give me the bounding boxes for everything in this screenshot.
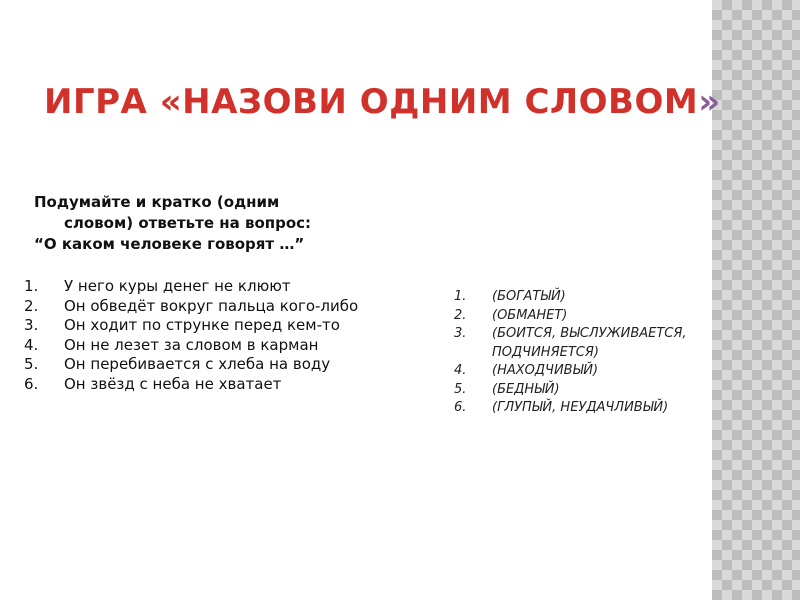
question-text: Он перебивается с хлеба на воду xyxy=(64,355,331,373)
answer-text: (БЕДНЫЙ) xyxy=(492,381,560,397)
answer-text: (БОГАТЫЙ) xyxy=(492,289,566,304)
intro-line-3: “О каком человеке говорят …” xyxy=(34,235,305,253)
question-number: 2. xyxy=(24,296,39,315)
answer-text: (НАХОДЧИВЫЙ) xyxy=(492,363,599,378)
intro-text xyxy=(34,192,394,255)
intro-line-1: Подумайте и кратко (одним xyxy=(34,193,280,211)
question-number: 5. xyxy=(24,355,39,373)
answer-text: (БОИТСЯ, ВЫСЛУЖИВАЕТСЯ, ПОДЧИНЯЕТСЯ) xyxy=(492,326,687,360)
list-item xyxy=(454,399,714,418)
list-item xyxy=(24,355,404,375)
decorative-checker-strip xyxy=(712,0,800,600)
slide-title xyxy=(44,82,721,122)
answer-number: 3. xyxy=(454,326,467,341)
question-text: Он не лезет за словом в карман xyxy=(64,335,319,354)
list-item xyxy=(454,307,714,326)
list-item xyxy=(24,277,404,297)
intro-line-2: словом) ответьте на вопрос: xyxy=(64,214,312,232)
list-item xyxy=(454,288,714,307)
answer-number: 5. xyxy=(454,381,467,397)
question-number: 4. xyxy=(24,335,39,354)
question-number: 3. xyxy=(24,316,39,334)
question-text: Он обведёт вокруг пальца кого-либо xyxy=(64,296,359,315)
questions-list xyxy=(24,277,404,394)
slide-title-main: ИГРА «НАЗОВИ ОДНИМ СЛОВОМ xyxy=(44,82,699,122)
answer-text: (ОБМАНЕТ) xyxy=(492,307,568,323)
question-number: 1. xyxy=(24,277,39,295)
answer-number: 6. xyxy=(454,400,467,415)
answer-number: 4. xyxy=(454,363,467,378)
list-item xyxy=(454,362,714,381)
list-item xyxy=(24,297,404,317)
question-text: У него куры денег не клюют xyxy=(64,277,291,295)
question-number: 6. xyxy=(24,374,39,393)
list-item xyxy=(454,381,714,400)
answer-text: (ГЛУПЫЙ, НЕУДАЧЛИВЫЙ) xyxy=(492,400,669,415)
answers-list xyxy=(454,288,714,418)
list-item xyxy=(24,316,404,336)
list-item xyxy=(454,325,714,362)
list-item xyxy=(24,375,404,395)
slide-title-closing-quote: » xyxy=(698,82,721,122)
answer-number: 2. xyxy=(454,307,467,323)
list-item xyxy=(24,336,404,356)
question-text: Он ходит по струнке перед кем-то xyxy=(64,316,340,334)
answer-number: 1. xyxy=(454,289,467,304)
question-text: Он звёзд с неба не хватает xyxy=(64,374,282,393)
